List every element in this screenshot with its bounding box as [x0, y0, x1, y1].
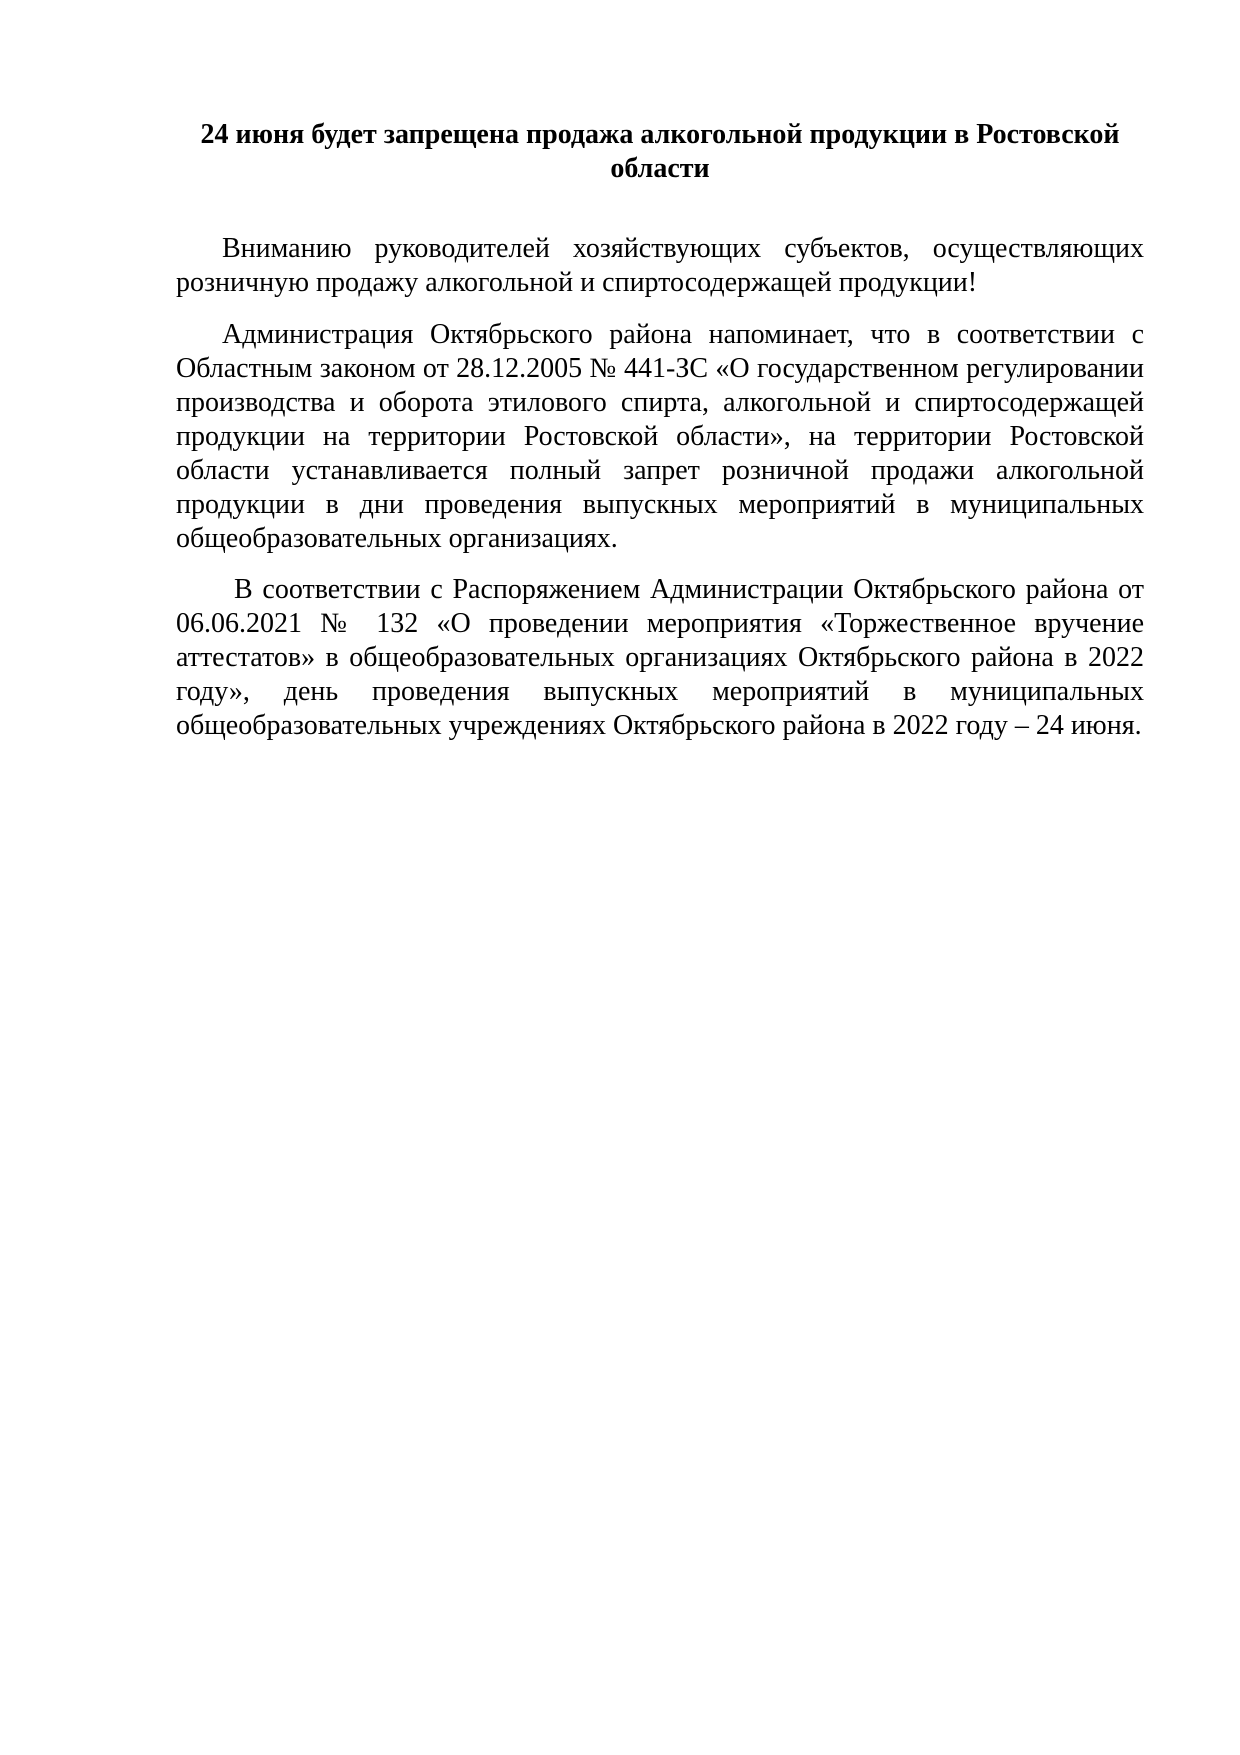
- paragraph-law-reference: Администрация Октябрьского района напоминает, что в соответствии с Областным законом от 28.12.2005 № 441-ЗС «О государственном регулировании производства и оборота этилового спирта, алкогольной и спиртосодержащей продукции на территории Ростовской области», на территории Ростовской области устанавливается полный запрет розничной продажи алкогольной продукции в дни проведения выпускных мероприятий в муниципальных общеобразовательных организациях.: [176, 319, 1144, 554]
- document-body: [176, 118, 1144, 743]
- document-title: 24 июня будет запрещена продажа алкогольной продукции в Ростовской области: [200, 119, 1120, 184]
- paragraph-order-reference: В соответствии с Распоряжением Администрации Октябрьского района от 06.06.2021 № 132 «О проведении мероприятия «Торжественное вручение аттестатов» в общеобразовательных организациях Октябрьского района в 2022 году», день проведения выпускных мероприятий в муниципальных общеобразовательных учреждениях Октябрьского района в 2022 году – 24 июня.: [176, 574, 1144, 741]
- paragraph-notice: Вниманию руководителей хозяйствующих субъектов, осуществляющих розничную продажу алкогольной и спиртосодержащей продукции!: [176, 233, 1144, 298]
